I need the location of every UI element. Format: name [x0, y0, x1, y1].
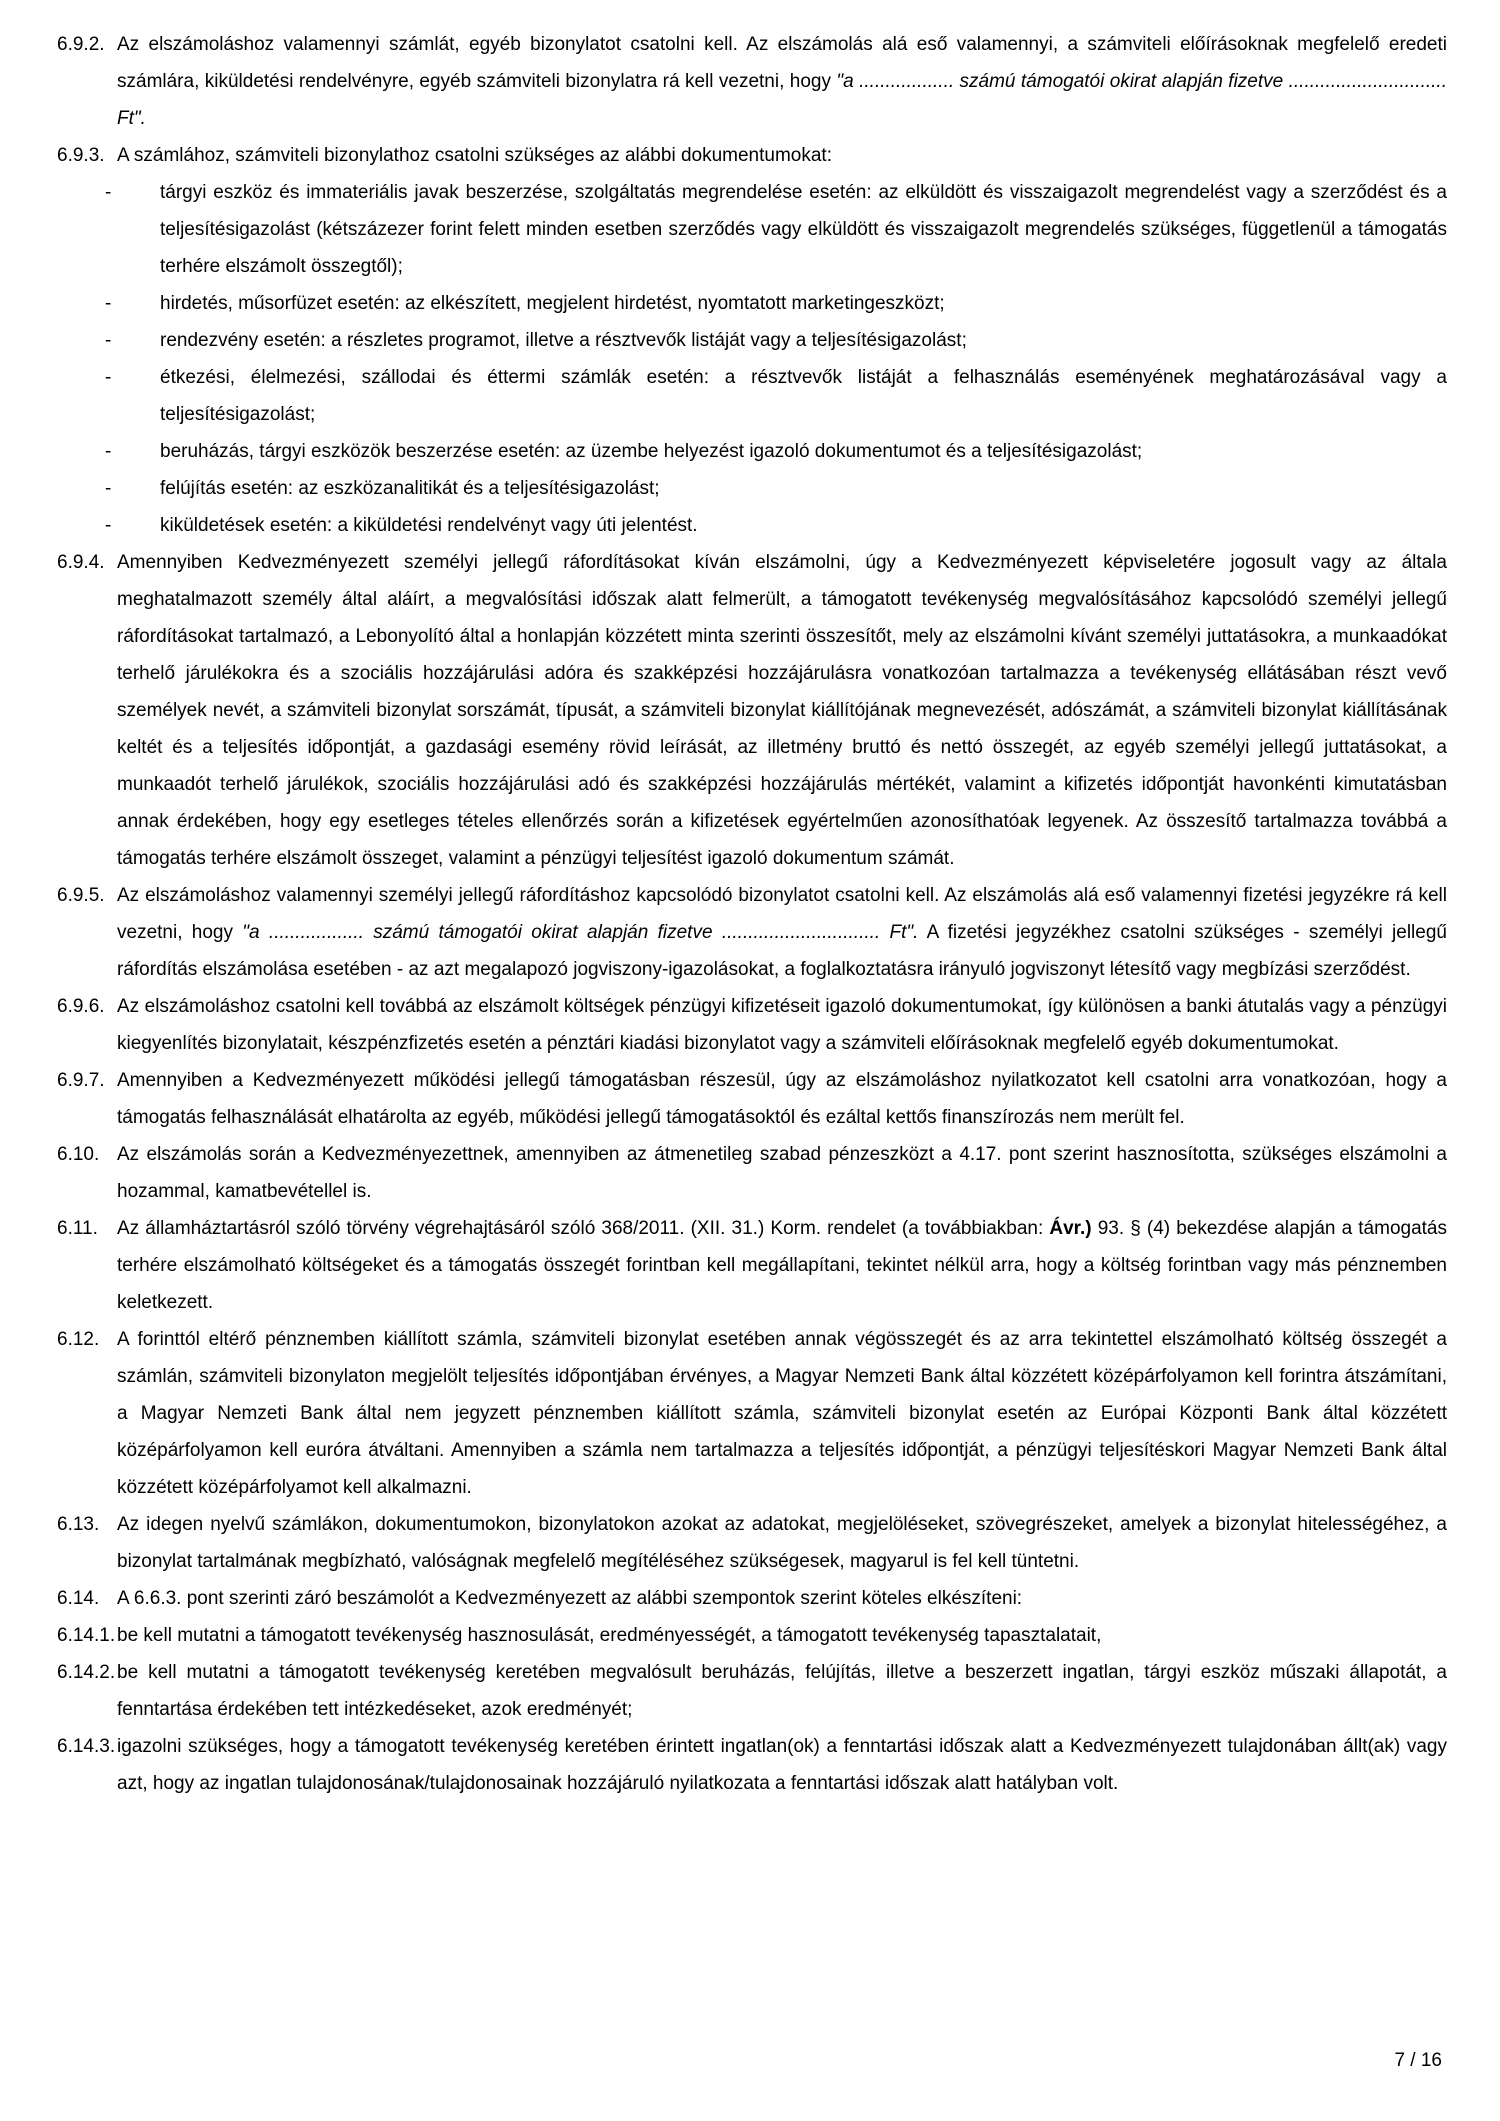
bullet-item	[105, 359, 1447, 433]
bullet-text: hirdetés, műsorfüzet esetén: az elkészített, megjelent hirdetést, nyomtatott marketingeszközt;	[160, 293, 945, 314]
section-text: Az elszámolás során a Kedvezményezettnek, amennyiben az átmenetileg szabad pénzeszközt a 4.17. pont szerint hasznosította, szükséges elszámolni a hozammal, kamatbevétellel is.	[117, 1144, 1447, 1202]
section-item-6-14	[57, 1580, 1447, 1617]
bullet-item	[105, 507, 1447, 544]
section-text: A 6.6.3. pont szerinti záró beszámolót a Kedvezményezett az alábbi szempontok szerint köteles elkészíteni:	[117, 1588, 1023, 1609]
bullet-text: tárgyi eszköz és immateriális javak beszerzése, szolgáltatás megrendelése esetén: az elküldött és visszaigazolt megrendelést vagy a szerződést és a teljesítésigazolást (kétszázezer forint felett minden esetben szerződés vagy elküldött és visszaigazolt megrendelés szükséges, függetlenül a támogatás terhére elszámolt összegtől);	[160, 182, 1447, 277]
section-text: A forinttól eltérő pénznemben kiállított számla, számviteli bizonylat esetében annak végösszegét és az arra tekintettel elszámolható költség összegét a számlán, számviteli bizonylaton megjelölt teljesítés időpontjában érvényes, a Magyar Nemzeti Bank által közzétett középárfolyamon kell forintra átszámítani, a Magyar Nemzeti Bank által nem jegyzett pénznemben kiállított számla, számviteli bizonylat esetén az Európai Központi Bank által közzétett középárfolyamon kell euróra átváltani. Amennyiben a számla nem tartalmazza a teljesítés időpontját, a pénzügyi teljesítéskori Magyar Nemzeti Bank által közzétett középárfolyamot kell alkalmazni.	[117, 1329, 1447, 1498]
bullet-dash: -	[105, 441, 112, 462]
bullet-dash: -	[105, 293, 112, 314]
section-text: Az idegen nyelvű számlákon, dokumentumokon, bizonylatokon azokat az adatokat, megjelöléseket, szövegrészeket, amelyek a bizonylat hitelességéhez, a bizonylat tartalmának megbízható, valóságnak megfelelő megítéléséhez szükségesek, magyarul is fel kell tüntetni.	[117, 1514, 1447, 1572]
section-item-6-9-4	[57, 544, 1447, 877]
section-text: igazolni szükséges, hogy a támogatott tevékenység keretében érintett ingatlan(ok) a fenntartási időszak alatt a Kedvezményezett tulajdonában állt(ak) vagy azt, hogy az ingatlan tulajdonosának/tulajdonosainak hozzájáruló nyilatkozata a fenntartási időszak alatt hatályban volt.	[117, 1736, 1447, 1794]
bullet-dash: -	[105, 515, 112, 536]
section-text: be kell mutatni a támogatott tevékenység hasznosulását, eredményességét, a támogatott tevékenység tapasztalatait,	[117, 1625, 1102, 1646]
section-item-6-9-6	[57, 988, 1447, 1062]
section-text: Amennyiben Kedvezményezett személyi jellegű ráfordításokat kíván elszámolni, úgy a Kedvezményezett képviseletére jogosult vagy az általa meghatalmazott személy által aláírt, a megvalósítási időszak alatt felmerült, a támogatott tevékenység megvalósításához kapcsolódó személyi jellegű ráfordításokat tartalmazó, a Lebonyolító által a honlapján közzétett minta szerinti összesítőt, mely az elszámolni kívánt személyi juttatásokra, a munkaadókat terhelő járulékokra és a szociális hozzájárulási adóra és szakképzési hozzájárulásra vonatkozóan tartalmazza a tevékenység ellátásában részt vevő személyek nevét, a számviteli bizonylat sorszámát, típusát, a számviteli bizonylat kiállítójának megnevezését, adószámát, a számviteli bizonylat kiállításának keltét és a teljesítés időpontját, a gazdasági esemény rövid leírását, az illetmény bruttó és nettó összegét, az egyéb személyi jellegű juttatásokat, a munkaadót terhelő járulékok, szociális hozzájárulási adó és szakképzési hozzájárulás mértékét, valamint a kifizetés időpontját havonkénti kimutatásban annak érdekében, hogy egy esetleges tételes ellenőrzés során a kifizetések egyértelműen azonosíthatóak legyenek. Az összesítő tartalmazza továbbá a támogatás terhére elszámolt összeget, valamint a pénzügyi teljesítést igazoló dokumentum számát.	[117, 552, 1447, 869]
bullet-text: étkezési, élelmezési, szállodai és éttermi számlák esetén: a résztvevők listáját a felhasználás eseményének meghatározásával vagy a teljesítésigazolást;	[160, 367, 1447, 425]
section-item-6-14-2	[57, 1654, 1447, 1728]
bullet-dash: -	[105, 182, 112, 203]
bullet-item	[105, 285, 1447, 322]
section-item-6-9-7	[57, 1062, 1447, 1136]
section-text: be kell mutatni a támogatott tevékenység keretében megvalósult beruházás, felújítás, illetve a beszerzett ingatlan, tárgyi eszköz műszaki állapotát, a fenntartása érdekében tett intézkedéseket, azok eredményét;	[117, 1662, 1447, 1720]
bullet-text: felújítás esetén: az eszközanalitikát és a teljesítésigazolást;	[160, 478, 660, 499]
section-number: 6.9.5.	[57, 885, 105, 906]
bullet-text: beruházás, tárgyi eszközök beszerzése esetén: az üzembe helyezést igazoló dokumentumot és a teljesítésigazolást;	[160, 441, 1143, 462]
section-number: 6.14.	[57, 1588, 100, 1609]
bullet-dash: -	[105, 330, 112, 351]
section-number: 6.10.	[57, 1144, 100, 1165]
section-number: 6.9.7.	[57, 1070, 105, 1091]
section-number: 6.14.1.	[57, 1625, 116, 1646]
bullet-item	[105, 174, 1447, 285]
section-item-6-13	[57, 1506, 1447, 1580]
bullet-text: rendezvény esetén: a részletes programot, illetve a résztvevők listáját vagy a teljesítésigazolást;	[160, 330, 967, 351]
section-item-6-9-3	[57, 137, 1447, 544]
section-item-6-10	[57, 1136, 1447, 1210]
section-item-6-9-2	[57, 26, 1447, 137]
section-item-6-11	[57, 1210, 1447, 1321]
section-number: 6.14.2.	[57, 1662, 116, 1683]
bullet-dash: -	[105, 367, 112, 388]
section-item-6-14-3	[57, 1728, 1447, 1802]
section-text: Az elszámoláshoz valamennyi személyi jellegű ráfordításhoz kapcsolódó bizonylatot csatolni kell. Az elszámolás alá eső valamennyi fizetési jegyzékre rá kell vezetni, hogy "a .................. számú támogatói okirat alapján fizetve .............................. Ft". A fizetési jegyzékhez csatolni szükséges - személyi jellegű ráfordítás elszámolása esetében - az azt megalapozó jogviszony-igazolásokat, a foglalkoztatásra irányuló jogviszonyt létesítő vagy megbízási szerződést.	[117, 885, 1447, 980]
section-text: Az elszámoláshoz valamennyi számlát, egyéb bizonylatot csatolni kell. Az elszámolás alá eső valamennyi, a számviteli előírásoknak megfelelő eredeti számlára, kiküldetési rendelvényre, egyéb számviteli bizonylatra rá kell vezetni, hogy "a .................. számú támogatói okirat alapján fizetve .............................. Ft".	[117, 34, 1447, 129]
bullet-text: kiküldetések esetén: a kiküldetési rendelvényt vagy úti jelentést.	[160, 515, 698, 536]
section-number: 6.9.3.	[57, 145, 105, 166]
section-text: Amennyiben a Kedvezményezett működési jellegű támogatásban részesül, úgy az elszámoláshoz nyilatkozatot kell csatolni arra vonatkozóan, hogy a támogatás felhasználását elhatárolta az egyéb, működési jellegű támogatásoktól és ezáltal kettős finanszírozás nem merült fel.	[117, 1070, 1447, 1128]
bullet-item	[105, 433, 1447, 470]
section-text: Az elszámoláshoz csatolni kell továbbá az elszámolt költségek pénzügyi kifizetéseit igazoló dokumentumokat, így különösen a banki átutalás vagy a pénzügyi kiegyenlítés bizonylatait, készpénzfizetés esetén a pénztári kiadási bizonylatot vagy a számviteli előírásoknak megfelelő egyéb dokumentumokat.	[117, 996, 1447, 1054]
bullet-item	[105, 470, 1447, 507]
section-number: 6.9.4.	[57, 552, 105, 573]
bullet-item	[105, 322, 1447, 359]
page-number-footer: 7 / 16	[1394, 2050, 1442, 2071]
section-number: 6.9.6.	[57, 996, 105, 1017]
section-text: A számlához, számviteli bizonylathoz csatolni szükséges az alábbi dokumentumokat:	[117, 145, 832, 166]
section-item-6-14-1	[57, 1617, 1447, 1654]
section-item-6-12	[57, 1321, 1447, 1506]
section-text: Az államháztartásról szóló törvény végrehajtásáról szóló 368/2011. (XII. 31.) Korm. rendelet (a továbbiakban: Ávr.) 93. § (4) bekezdése alapján a támogatás terhére elszámolható költségeket és a támogatás összegét forintban kell megállapítani, tekintet nélkül arra, hogy a költség forintban vagy más pénznemben keletkezett.	[117, 1218, 1447, 1313]
section-number: 6.9.2.	[57, 34, 105, 55]
section-number: 6.11.	[57, 1218, 98, 1239]
section-item-6-9-5	[57, 877, 1447, 988]
bullet-dash: -	[105, 478, 112, 499]
section-number: 6.12.	[57, 1329, 100, 1350]
section-number: 6.14.3.	[57, 1736, 116, 1757]
section-number: 6.13.	[57, 1514, 100, 1535]
